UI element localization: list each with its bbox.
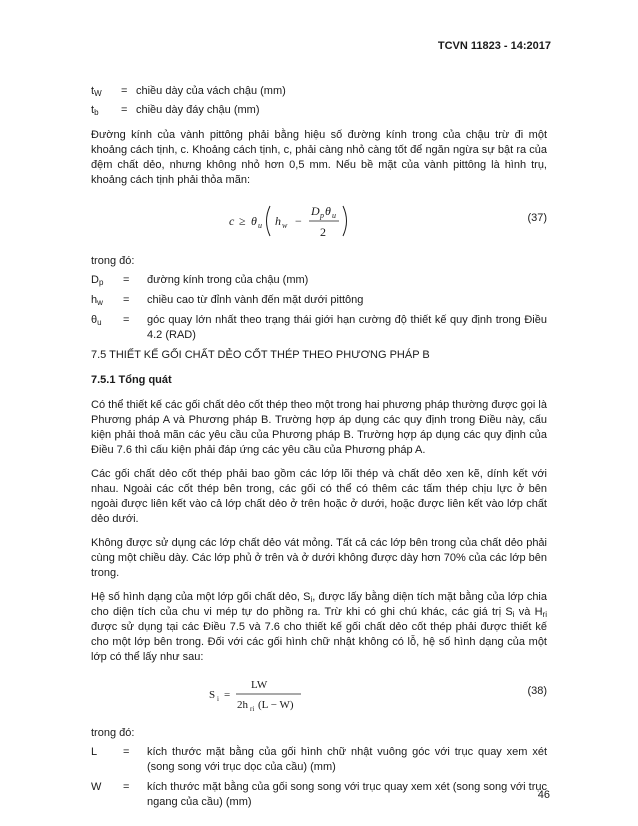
variable-row	[91, 103, 547, 118]
eq-den-2h: 2h	[237, 699, 248, 711]
definition-row	[91, 273, 547, 288]
paragraph-shape-factor: Hệ số hình dạng của một lớp gối chất dẻo, $S_i$, được lấy bằng diện tích mặt bằng của lớp chia cho diện tích của chu vi mép tự do phồng ra. Trừ khi có ghi chú khác, các giá trị $S_i$ và $H_{ri}$ được sử dụng tại các Điều 7.5 và 7.6 cho thiết kế gối chất dẻo cốt thép phải được thiết kế cho một lớp bên trong. Đối với các gối hình chữ nhật không có lỗ, hệ số hình dạng của một lớp có thể lấy như sau:	[91, 591, 547, 663]
eq-S: S	[209, 689, 216, 701]
eq-D: D	[311, 204, 320, 218]
equation-38-formula	[209, 674, 369, 714]
equation-number: (37)	[527, 212, 547, 224]
page-content	[91, 84, 547, 815]
equals-sign: =	[123, 294, 130, 306]
definition-row	[91, 745, 547, 775]
left-paren	[267, 206, 271, 236]
def-symbol: $h_w$	[91, 294, 103, 307]
eq-denominator: 2	[320, 225, 326, 239]
variable-description: chiều dày của vách chậu (mm)	[136, 85, 286, 97]
variable-symbol: $t_b$	[91, 104, 99, 117]
where-label: trong đó:	[91, 727, 135, 739]
def-description: đường kính trong của chậu (mm)	[147, 274, 309, 286]
paragraph-methods: Có thể thiết kế các gối chất dẻo cốt thép theo một trong hai phương pháp thường được gọi là Phương pháp A và Phương pháp B. Trường hợp áp dụng các quy định trong Điều này, cấu kiện phải thoả mãn các yêu cầu của Phương pháp B. Trường hợp áp dụng các quy định của Điều 7.6 thì cấu kiện phải đáp ứng các yêu cầu của Phương pháp A.	[91, 399, 547, 456]
right-paren	[343, 206, 347, 236]
section-heading-7-5: 7.5 THIẾT KẾ GỐI CHẤT DẺO CỐT THÉP THEO PHƯƠNG PHÁP B	[91, 349, 430, 361]
def-symbol: $\theta_u$	[91, 314, 102, 327]
def-symbol: L	[91, 746, 98, 758]
eq-c: c	[229, 214, 235, 228]
def-symbol: $D_p$	[91, 274, 104, 287]
def-description: kích thước mặt bằng của gối song song với trục quay xem xét (song song với trục ngang của cầu) (mm)	[147, 781, 547, 808]
equals-sign: =	[121, 85, 128, 97]
where-label: trong đó:	[91, 255, 135, 267]
section-heading-7-5-1: 7.5.1 Tổng quát	[91, 374, 172, 386]
eq-geq: ≥	[239, 214, 246, 228]
standard-header: TCVN 11823 - 14:2017	[437, 40, 551, 52]
eq-numerator: LW	[251, 679, 268, 691]
eq-den-rest: (L − W)	[258, 699, 294, 711]
eq-u-2: u	[332, 211, 336, 220]
equals-sign: =	[123, 314, 130, 326]
variable-symbol: $t_W$	[91, 85, 102, 98]
equation-37-formula	[229, 198, 399, 244]
eq-minus: −	[295, 214, 302, 228]
page-number: 46	[537, 789, 550, 801]
eq-u: u	[258, 221, 262, 230]
eq-i: i	[217, 695, 219, 703]
definition-row	[91, 313, 547, 343]
def-description: chiều cao từ đỉnh vành đến mặt dưới pittông	[147, 294, 364, 306]
equation-number: (38)	[527, 685, 547, 697]
paragraph-layers: Các gối chất dẻo cốt thép phải bao gồm các lớp lõi thép và chất dẻo xen kẽ, dính kết với nhau. Ngoài các cốt thép bên trong, các gối có thể có thêm các tấm thép chịu lực ở bên ngoài được liên kết vào cả lớp chất dẻo ở trên hoặc ở dưới, hoặc được liên kết vào lớp chất dẻo dưới.	[91, 468, 547, 525]
paragraph-thickness: Không được sử dụng các lớp chất dẻo vát mỏng. Tất cả các lớp bên trong của chất dẻo phải cùng một chiều dày. Các lớp phủ ở trên và ở dưới không được dày hơn 70% của các lớp bên trong.	[91, 537, 547, 579]
eq-theta: θ	[251, 214, 257, 228]
equation-37	[91, 198, 547, 244]
definition-row	[91, 780, 547, 810]
eq-theta-2: θ	[325, 204, 331, 218]
equals-sign: =	[123, 274, 130, 286]
def-description: góc quay lớn nhất theo trạng thái giới hạn cường độ thiết kế quy định trong Điều 4.2 (RAD)	[147, 314, 547, 341]
equals-sign: =	[123, 781, 130, 793]
equals-sign: =	[121, 104, 128, 116]
variable-description: chiều dày đáy chậu (mm)	[136, 104, 260, 116]
equation-38	[91, 674, 547, 714]
def-symbol: W	[91, 781, 102, 793]
variable-row	[91, 84, 547, 99]
def-description: kích thước mặt bằng của gối hình chữ nhật vuông góc với trục quay xem xét (song song với trục dọc của cầu) (mm)	[147, 746, 547, 773]
eq-h: h	[275, 214, 281, 228]
paragraph-clearance: Đường kính của vành pittông phải bằng hiệu số đường kính trong của chậu trừ đi một khoảng cách tịnh, c. Khoảng cách tịnh, c, phải càng nhỏ càng tốt để ngăn ngừa sự bật ra của đệm chất dẻo, nhưng không nhỏ hơn 0,5 mm. Nếu bề mặt của vành pittông là hình trụ, khoảng cách tịnh phải thỏa mãn:	[91, 129, 547, 186]
eq-w: w	[282, 221, 288, 230]
definition-row	[91, 293, 547, 308]
eq-equals: =	[224, 689, 231, 701]
eq-den-ri: ri	[250, 705, 255, 713]
eq-p: p	[320, 211, 324, 220]
equals-sign: =	[123, 746, 130, 758]
